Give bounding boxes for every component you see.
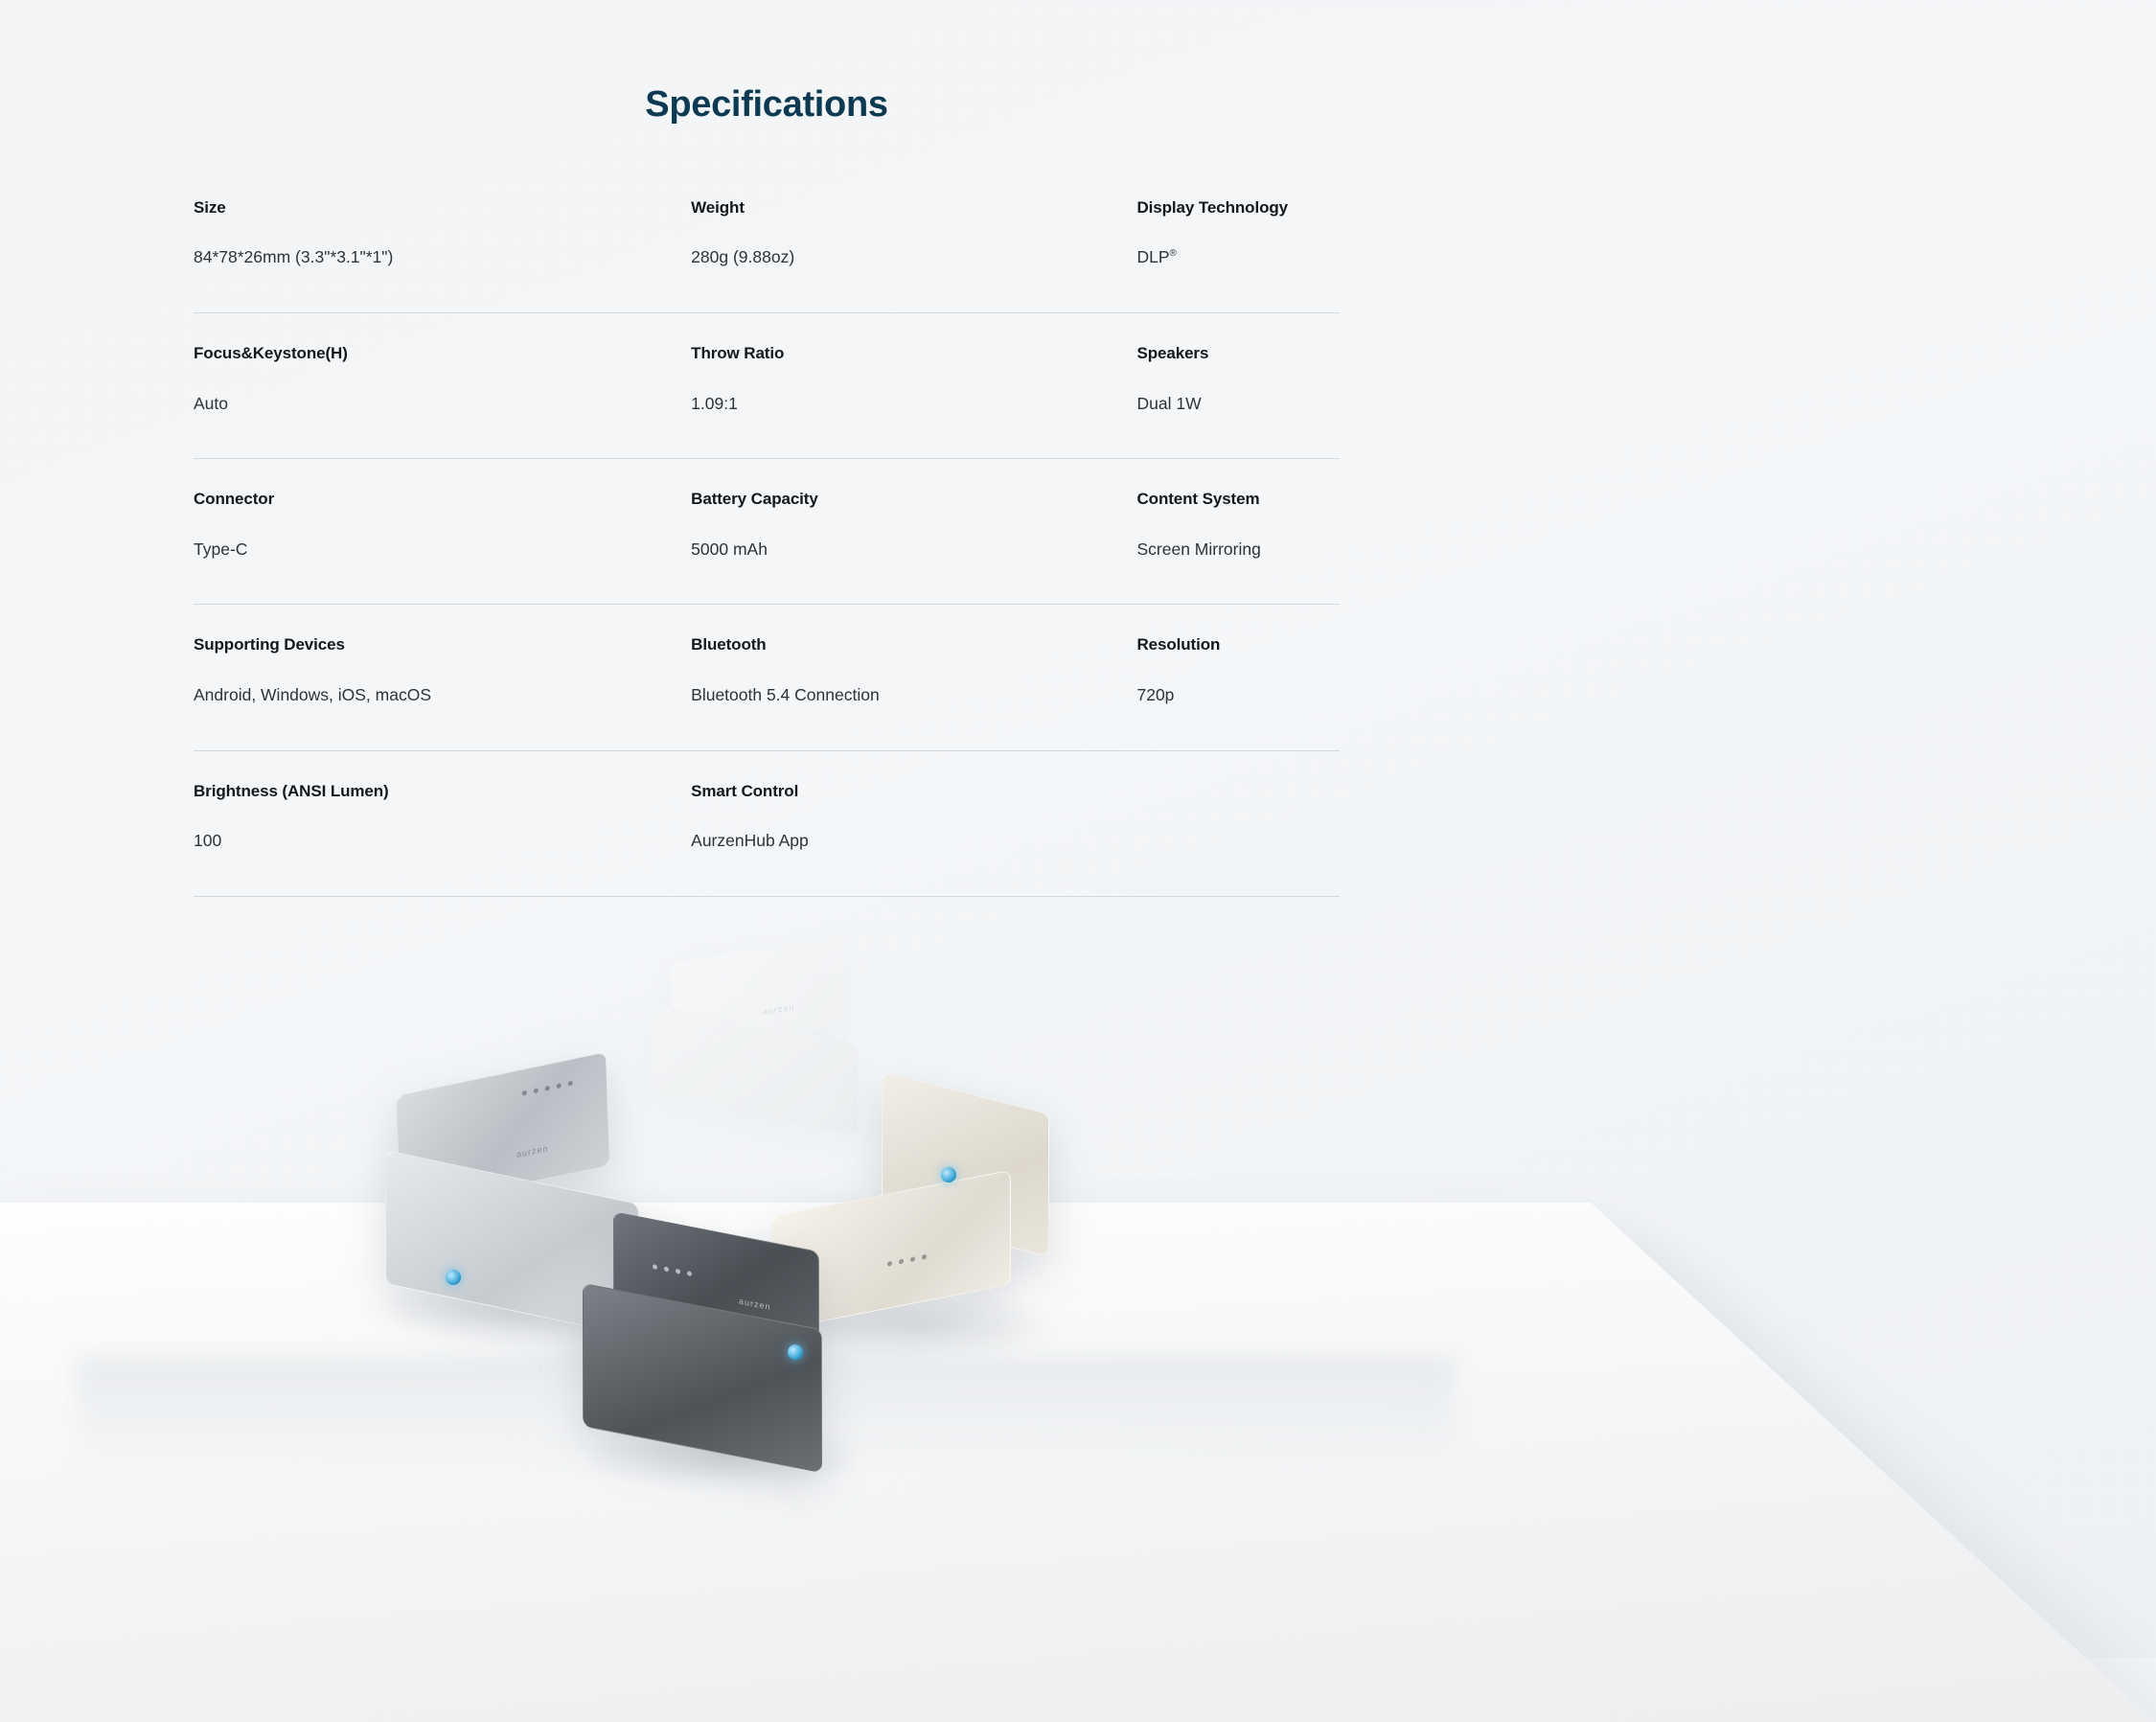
page-title: Specifications: [645, 84, 888, 125]
spec-label: Bluetooth: [691, 635, 767, 654]
spec-cell: [194, 605, 691, 749]
spec-cell: [1136, 313, 1340, 458]
spec-cell: [194, 313, 691, 458]
lens-icon: [941, 1167, 956, 1182]
spec-cell: [194, 168, 691, 312]
spec-label: Throw Ratio: [691, 344, 785, 363]
spec-cell: [194, 751, 691, 896]
spec-cell: [1136, 168, 1340, 312]
product-hero-image: [0, 1001, 1533, 1658]
spec-value: [1136, 246, 1340, 268]
indicator-dots-icon: [653, 1264, 692, 1276]
spec-value: 720p: [1136, 684, 1175, 704]
brand-logo: aurzen: [763, 1001, 795, 1018]
specifications-table: [194, 168, 1340, 897]
brand-logo: aurzen: [516, 1143, 549, 1160]
spec-cell: [1136, 605, 1340, 749]
table-row: [194, 459, 1340, 605]
table-row: [194, 168, 1340, 313]
spec-value-text: DLP: [1136, 247, 1170, 267]
spec-value: AurzenHub App: [691, 830, 809, 850]
spec-label: Connector: [194, 490, 275, 509]
spec-label: Supporting Devices: [194, 635, 345, 654]
spec-cell: [1136, 459, 1340, 604]
spec-cell: [691, 605, 1136, 749]
spec-cell: [1136, 751, 1340, 855]
lens-icon: [788, 1344, 803, 1360]
spec-value: 5000 mAh: [691, 539, 768, 559]
spec-label: Content System: [1136, 490, 1260, 509]
spec-label: Smart Control: [691, 781, 799, 800]
indicator-dots-icon: [522, 1081, 573, 1096]
indicator-dots-icon: [887, 1254, 927, 1267]
spec-cell: [691, 168, 1136, 312]
table-row: [194, 751, 1340, 897]
table-row: [194, 605, 1340, 750]
spec-label: Battery Capacity: [691, 490, 818, 509]
spec-label: Brightness (ANSI Lumen): [194, 781, 389, 800]
spec-value: 84*78*26mm (3.3"*3.1"*1"): [194, 247, 394, 267]
spec-label: Focus&Keystone(H): [194, 344, 348, 363]
spec-label: Resolution: [1136, 635, 1221, 654]
spec-value: Dual 1W: [1136, 393, 1202, 413]
brand-logo: aurzen: [739, 1296, 771, 1313]
spec-cell: [194, 459, 691, 604]
spec-label: Weight: [691, 198, 745, 217]
spec-cell: [691, 751, 1136, 896]
spec-label: Display Technology: [1136, 198, 1289, 217]
spec-value: 1.09:1: [691, 393, 738, 413]
spec-value: Android, Windows, iOS, macOS: [194, 684, 431, 704]
spec-value: 280g (9.88oz): [691, 247, 795, 267]
spec-value: 100: [194, 830, 222, 850]
registered-mark: ®: [1169, 248, 1177, 260]
projector-front: [575, 1231, 853, 1481]
table-row: [194, 313, 1340, 459]
spec-label: Size: [194, 198, 226, 217]
spec-value: Type-C: [194, 539, 248, 559]
lens-icon: [446, 1270, 461, 1285]
spec-value: Screen Mirroring: [1136, 539, 1261, 559]
spec-label: Speakers: [1136, 344, 1209, 363]
spec-cell: [691, 313, 1136, 458]
spec-value: Bluetooth 5.4 Connection: [691, 684, 880, 704]
spec-cell: [691, 459, 1136, 604]
spec-value: Auto: [194, 393, 228, 413]
